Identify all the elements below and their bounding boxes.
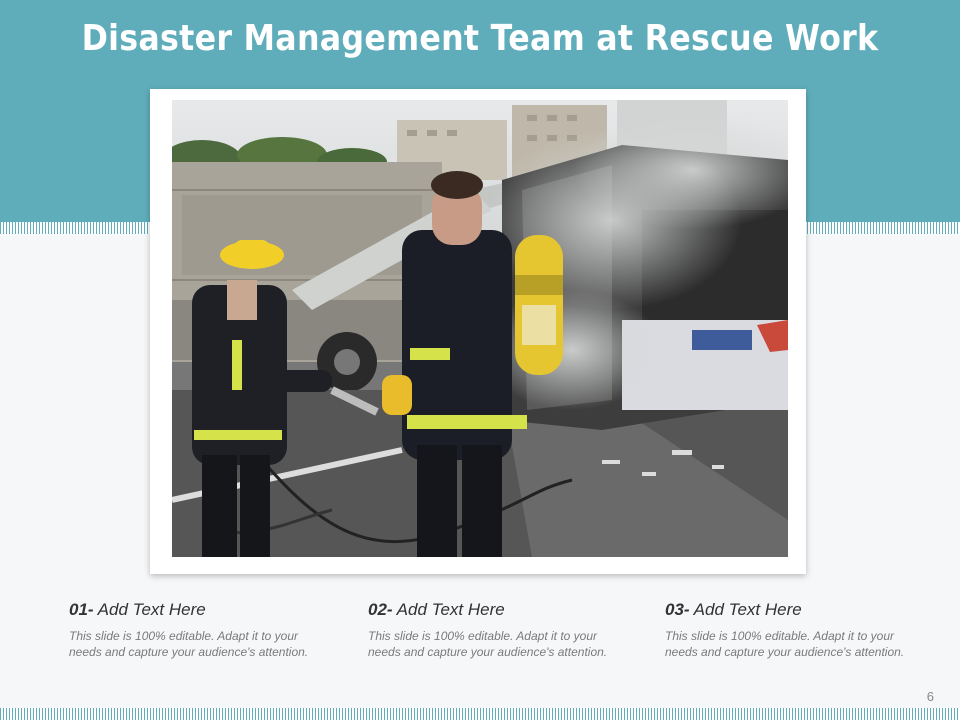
column-number: 03- [665,600,690,619]
photo-frame [150,89,806,574]
slide-title: Disaster Management Team at Rescue Work [81,18,879,59]
column-heading [69,600,319,620]
column-body: This slide is 100% editable. Adapt it to your needs and capture your audience's attention. [69,629,309,659]
column-heading-text: Add Text Here [693,600,802,619]
column-body: This slide is 100% editable. Adapt it to your needs and capture your audience's attention. [665,629,905,659]
text-column-2 [368,600,618,660]
column-heading-text: Add Text Here [396,600,505,619]
text-column-1 [69,600,319,660]
column-number: 01- [69,600,94,619]
column-number: 02- [368,600,393,619]
column-heading [665,600,915,620]
stripe-divider-bottom [0,708,960,720]
firefighters-photo [172,100,788,557]
column-heading [368,600,618,620]
page-number: 6 [926,689,934,704]
text-column-3 [665,600,915,660]
column-heading-text: Add Text Here [97,600,206,619]
column-body: This slide is 100% editable. Adapt it to your needs and capture your audience's attention. [368,629,608,659]
